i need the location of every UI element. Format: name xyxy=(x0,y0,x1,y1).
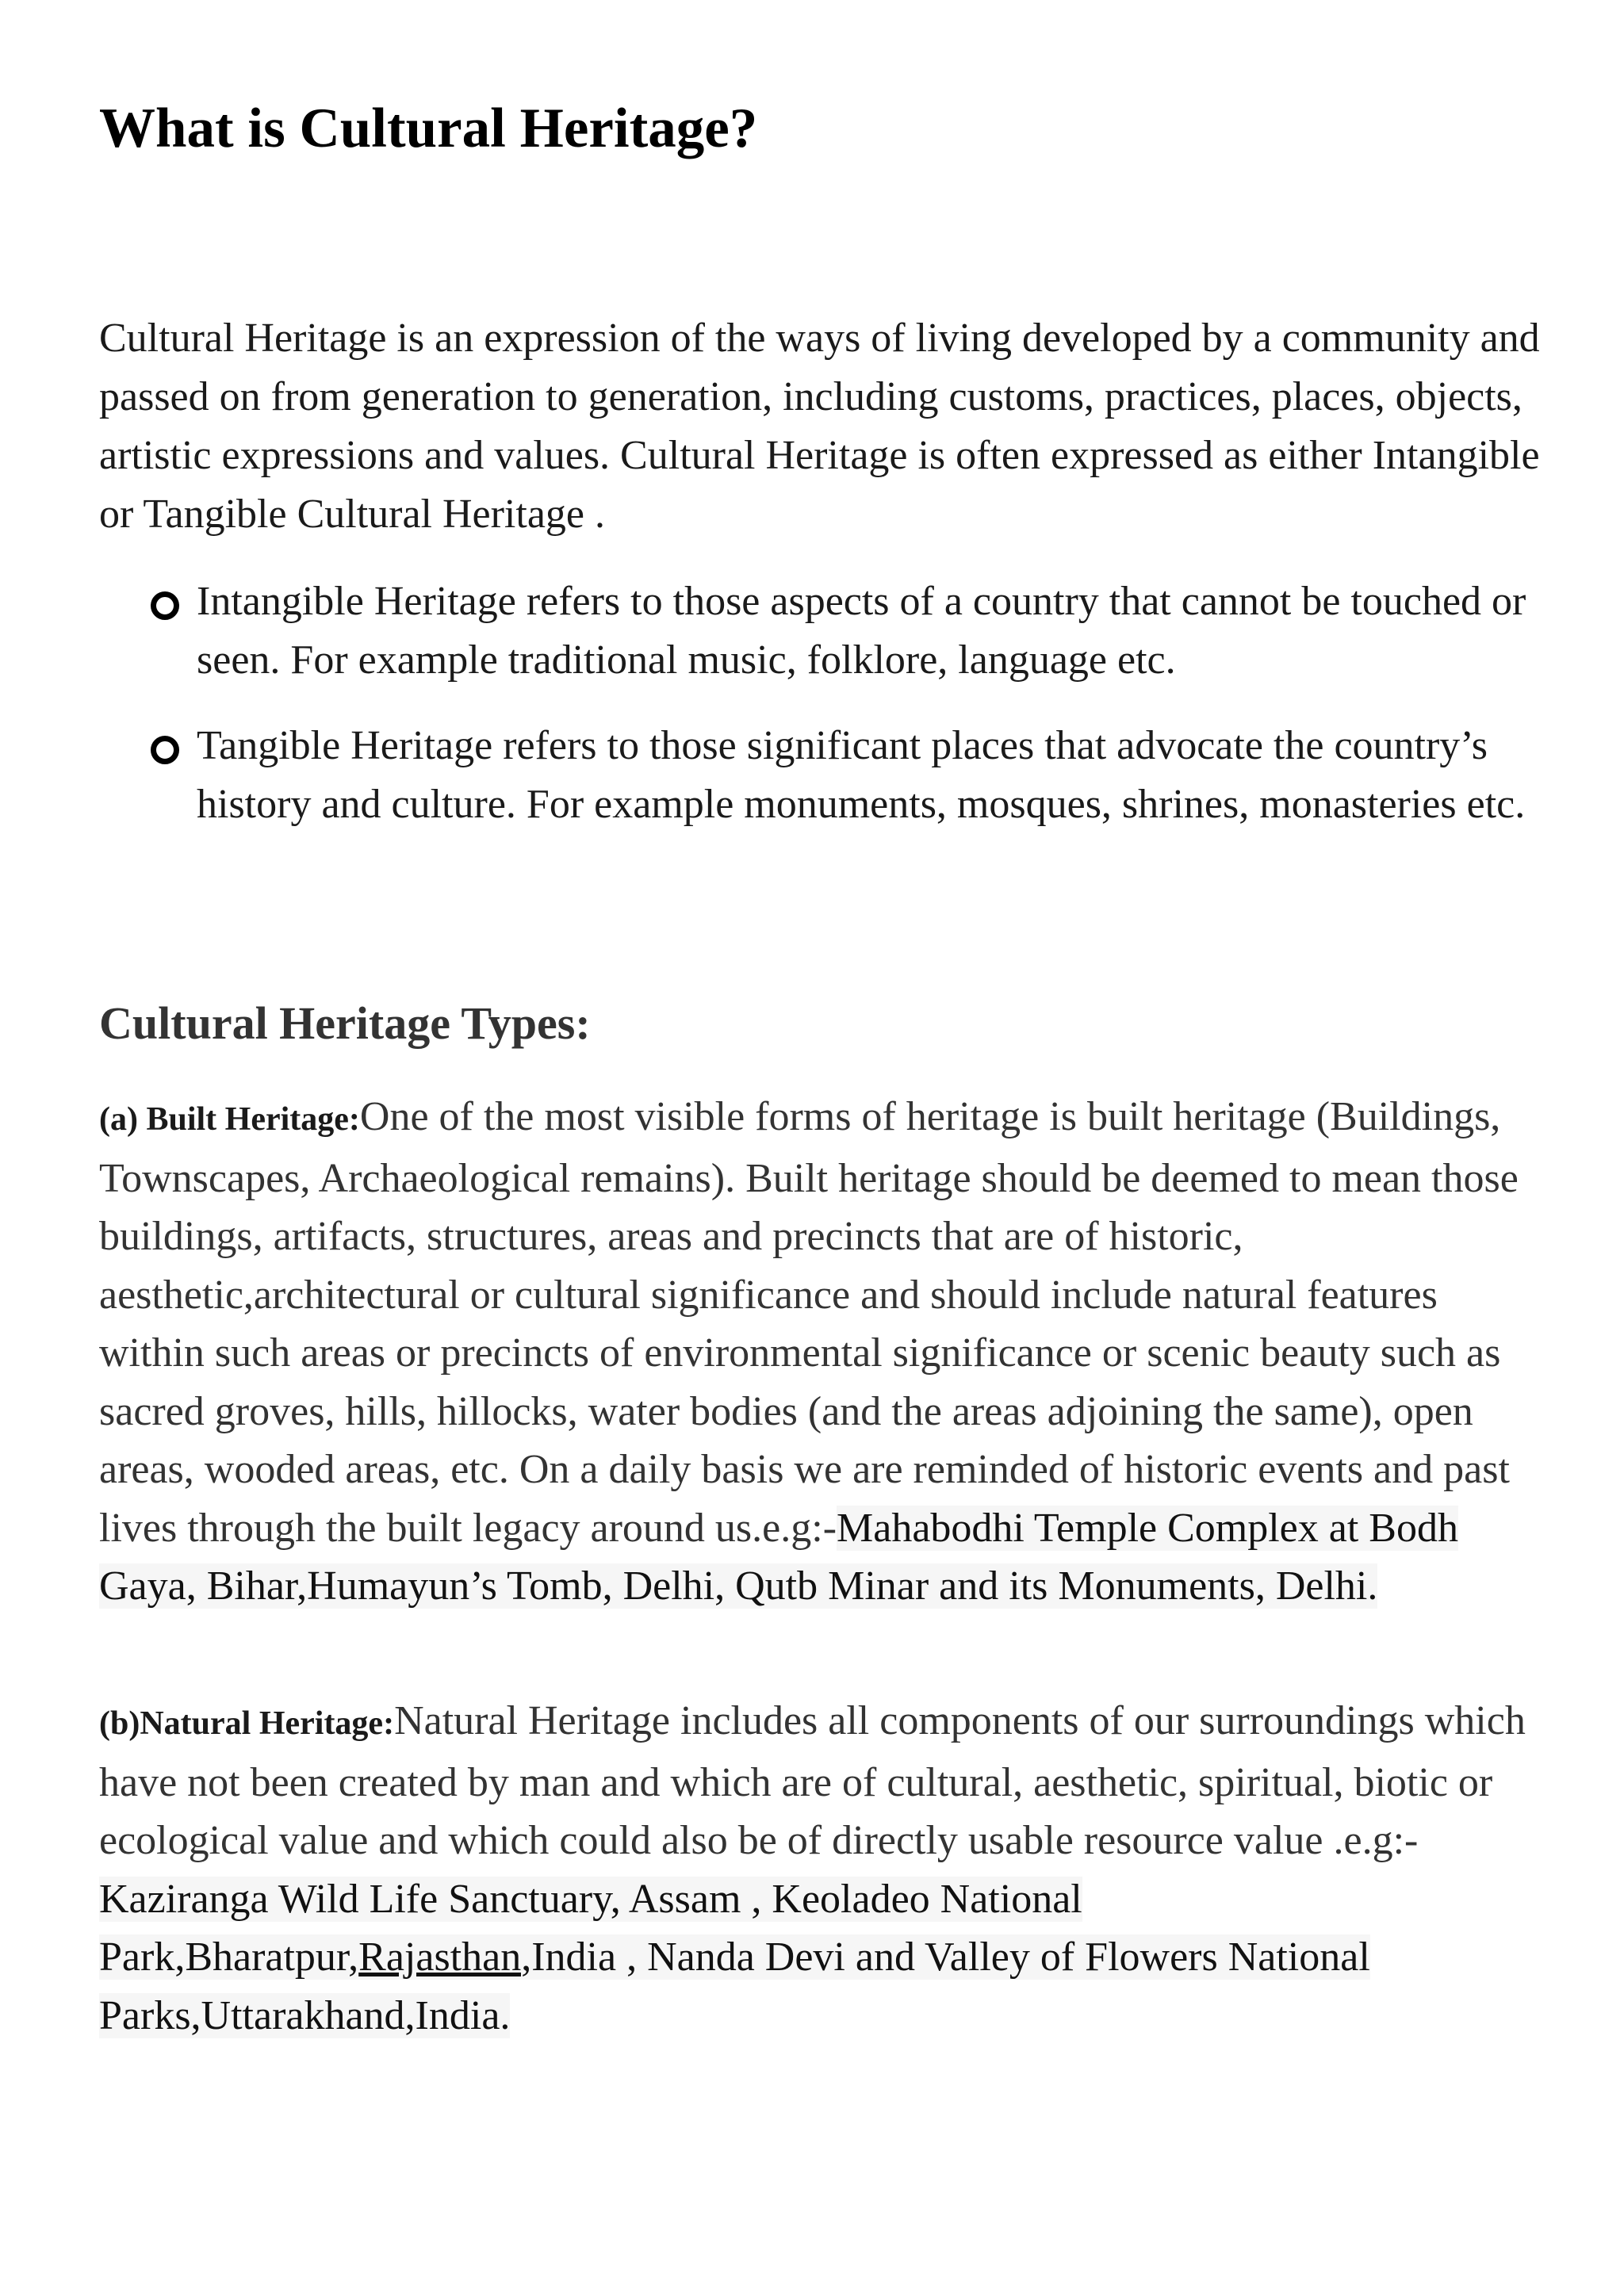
page-title: What is Cultural Heritage? xyxy=(99,98,758,159)
natural-heritage-label: (b)Natural Heritage: xyxy=(99,1705,395,1742)
bullet-text-intangible: Intangible Heritage refers to those aspects of a country that cannot be touched or seen. For example traditional music, folklore, language etc. xyxy=(197,579,1526,683)
list-item xyxy=(151,717,1546,834)
built-heritage-text: One of the most visible forms of heritage is built heritage (Buildings, Townscapes, Archaeological remains). Built heritage should be deemed to mean those buildings, artifacts, structures, areas and precincts that are of historic, aesthetic,architectural or cultural significance and should include natural features within such areas or precincts of environmental significance or scenic beauty such as sacred groves, hills, hillocks, water bodies (and the areas adjoining the same), open areas, wooded areas, etc. On a daily basis we are reminded of historic events and past lives through the built legacy around us.e.g:- xyxy=(99,1094,1519,1551)
natural-heritage-text: Natural Heritage includes all components of our surroundings which have not been created by man and which are of cultural, aesthetic, spiritual, biotic or ecological value and which could also be of directly usable resource value .e.g:- xyxy=(99,1698,1526,1863)
built-heritage-examples: Mahabodhi Temple Complex at Bodh Gaya, Bihar,Humayun’s Tomb, Delhi, Qutb Minar and its Monuments, Delhi. xyxy=(99,1505,1458,1609)
bullet-text-tangible: Tangible Heritage refers to those significant places that advocate the country’s history and culture. For example monuments, mosques, shrines, monasteries etc. xyxy=(197,723,1526,827)
natural-heritage-examples-end: ,India , Nanda Devi and Valley of Flowers National Parks,Uttarakhand,India. xyxy=(99,1934,1370,2038)
natural-heritage-examples-start: Kaziranga Wild Life Sanctuary, Assam , Keoladeo National Park,Bharatpur, xyxy=(99,1876,1082,1980)
hollow-circle-bullet-icon xyxy=(151,591,179,620)
list-item xyxy=(151,572,1546,690)
section-heading-types: Cultural Heritage Types: xyxy=(99,997,591,1049)
rajasthan-link[interactable]: Rajasthan xyxy=(358,1934,522,1980)
hollow-circle-bullet-icon xyxy=(151,736,179,764)
intro-paragraph: Cultural Heritage is an expression of the ways of living developed by a community and passed on from generation to generation, including customs, practices, places, objects, artistic expressions and values. Cultural Heritage is often expressed as either Intangible or Tangible Cultural Heritage . xyxy=(99,316,1540,537)
built-heritage-paragraph xyxy=(99,1088,1550,1616)
natural-heritage-paragraph xyxy=(99,1692,1550,2045)
heritage-bullet-list xyxy=(151,572,1546,834)
built-heritage-label: (a) Built Heritage: xyxy=(99,1101,360,1138)
